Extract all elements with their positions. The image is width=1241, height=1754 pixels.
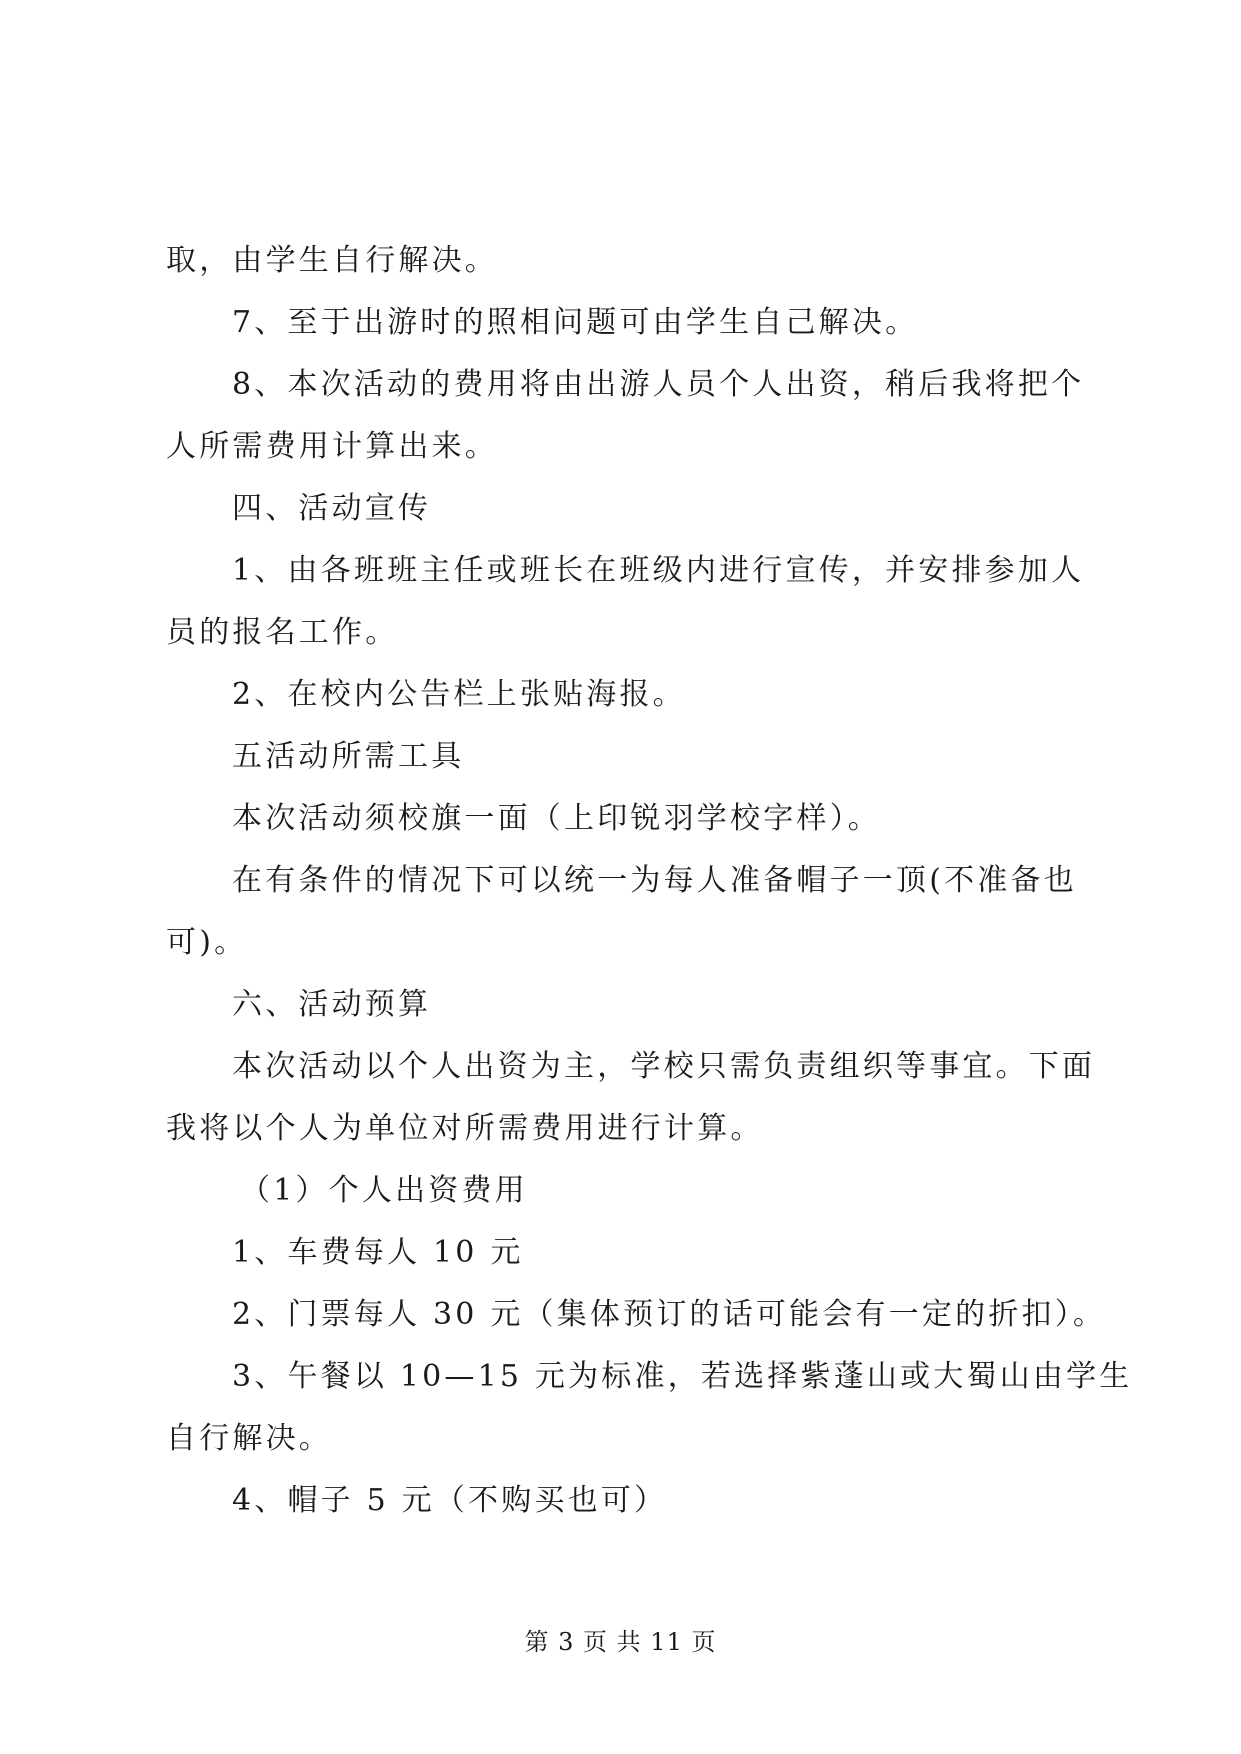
text-line: 4、帽子 5 元（不购买也可） xyxy=(232,1483,668,1518)
text-line: 2、门票每人 30 元（集体预订的话可能会有一定的折扣）。 xyxy=(232,1297,1107,1332)
text-line: 本次活动须校旗一面（上印锐羽学校字样）。 xyxy=(232,801,881,836)
text-line: 取，由学生自行解决。 xyxy=(166,243,498,278)
subsection-heading: （1）个人出资费用 xyxy=(240,1173,528,1208)
text-line: 自行解决。 xyxy=(166,1421,332,1456)
text-line: 3、午餐以 10—15 元为标准，若选择紫蓬山或大蜀山由学生 xyxy=(232,1359,1133,1394)
text-line: 可)。 xyxy=(166,925,248,960)
section-heading: 五活动所需工具 xyxy=(232,739,465,774)
text-line: 1、由各班班主任或班长在班级内进行宣传，并安排参加人 xyxy=(232,553,1085,588)
text-line: 人所需费用计算出来。 xyxy=(166,429,498,464)
text-line: 7、至于出游时的照相问题可由学生自己解决。 xyxy=(232,305,919,340)
document-body xyxy=(166,230,1133,1532)
text-line: 员的报名工作。 xyxy=(166,615,399,650)
text-line: 在有条件的情况下可以统一为每人准备帽子一顶(不准备也 xyxy=(232,863,1077,898)
text-line: 8、本次活动的费用将由出游人员个人出资，稍后我将把个 xyxy=(232,367,1085,402)
text-line: 我将以个人为单位对所需费用进行计算。 xyxy=(166,1111,764,1146)
page-number-footer: 第 3 页 共 11 页 xyxy=(524,1628,717,1656)
text-line: 本次活动以个人出资为主，学校只需负责组织等事宜。下面 xyxy=(232,1049,1096,1084)
section-heading: 四、活动宣传 xyxy=(232,491,432,526)
text-line: 1、车费每人 10 元 xyxy=(232,1235,524,1270)
text-line: 2、在校内公告栏上张贴海报。 xyxy=(232,677,686,712)
section-heading: 六、活动预算 xyxy=(232,987,432,1022)
